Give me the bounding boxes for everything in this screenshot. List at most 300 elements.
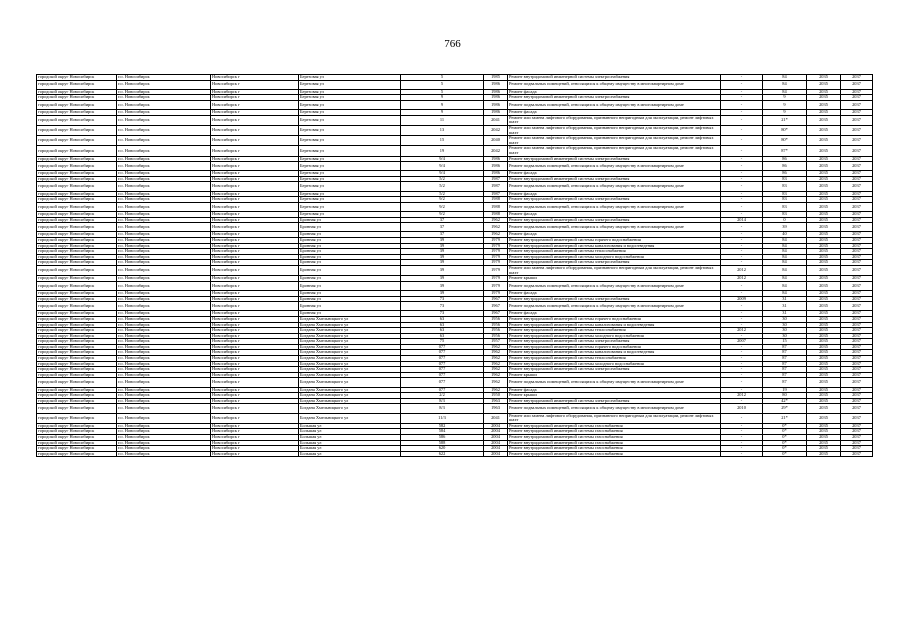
work-type-cell: Ремонт или замена лифтового оборудования, признанного непригодным для эксплуатации, ремонт лифтовых шахт	[508, 125, 721, 135]
work-type-cell: Ремонт внутридомовой инженерной системы электроснабжения	[508, 95, 721, 101]
municipality-cell: г.о. Новосибирск	[117, 404, 211, 413]
cost-cell: 87	[763, 378, 807, 387]
period-start-cell: 2035	[807, 372, 841, 378]
municipality-cell: г.о. Новосибирск	[117, 378, 211, 387]
cost-cell: 87	[763, 356, 807, 362]
period-end-cell: 2037	[841, 100, 873, 109]
municipality-cell: г.о. Новосибирск	[117, 162, 211, 171]
settlement-cell: Новосибирск г	[211, 339, 299, 345]
work-type-cell: Ремонт фасада	[508, 311, 721, 317]
municipality-cell: г.о. Новосибирск	[117, 398, 211, 404]
period-start-cell: 2035	[807, 182, 841, 191]
settlement-cell: Новосибирск г	[211, 212, 299, 218]
year-cell: 1956	[484, 322, 508, 328]
district-cell: городской округ Новосибирск	[37, 89, 117, 95]
cost-cell: 83	[763, 212, 807, 218]
year-cell: 1967	[484, 311, 508, 317]
last-repair-year-cell: -	[721, 156, 763, 162]
work-type-cell: Ремонт внутридомовой инженерной системы горячего водоснабжения	[508, 316, 721, 322]
period-start-cell: 2035	[807, 387, 841, 393]
cost-cell: 84	[763, 281, 807, 290]
work-type-cell: Ремонт внутридомовой инженерной системы горячего водоснабжения	[508, 344, 721, 350]
street-cell: Богдана Хмельницкого ул	[299, 372, 401, 378]
period-end-cell: 2037	[841, 404, 873, 413]
year-cell: 1962	[484, 232, 508, 238]
district-cell: городской округ Новосибирск	[37, 393, 117, 399]
settlement-cell: Новосибирск г	[211, 254, 299, 260]
work-type-cell: Ремонт внутридомовой инженерной системы газоснабжения	[508, 434, 721, 440]
period-end-cell: 2037	[841, 80, 873, 89]
period-end-cell: 2037	[841, 238, 873, 244]
settlement-cell: Новосибирск г	[211, 429, 299, 435]
period-start-cell: 2035	[807, 217, 841, 223]
settlement-cell: Новосибирск г	[211, 110, 299, 116]
municipality-cell: г.о. Новосибирск	[117, 333, 211, 339]
year-cell: 1979	[484, 238, 508, 244]
street-cell: Большая ул	[299, 434, 401, 440]
work-type-cell: Ремонт внутридомовой инженерной системы канализования и водоотведения	[508, 350, 721, 356]
municipality-cell: г.о. Новосибирск	[117, 265, 211, 275]
cost-cell: 86	[763, 156, 807, 162]
cost-cell: 84	[763, 265, 807, 275]
house-number-cell: 077	[401, 378, 484, 387]
house-number-cell: 39	[401, 260, 484, 266]
work-type-cell: Ремонт внутридомовой инженерной системы горячего водоснабжения	[508, 238, 721, 244]
cost-cell: 9	[763, 100, 807, 109]
house-number-cell: 37	[401, 232, 484, 238]
street-cell: Березовая ул	[299, 136, 401, 146]
table-row	[37, 202, 873, 211]
municipality-cell: г.о. Новосибирск	[117, 451, 211, 457]
last-repair-year-cell: 2007	[721, 339, 763, 345]
period-end-cell: 2037	[841, 232, 873, 238]
district-cell: городской округ Новосибирск	[37, 146, 117, 156]
last-repair-year-cell: 2009	[721, 296, 763, 302]
period-start-cell: 2035	[807, 350, 841, 356]
table-row	[37, 451, 873, 457]
house-number-cell: 620	[401, 446, 484, 452]
house-number-cell: 63	[401, 328, 484, 334]
last-repair-year-cell: -	[721, 254, 763, 260]
period-end-cell: 2037	[841, 136, 873, 146]
table-row	[37, 378, 873, 387]
district-cell: городской округ Новосибирск	[37, 265, 117, 275]
cost-cell: 0*	[763, 423, 807, 429]
street-cell: Бронная ул	[299, 217, 401, 223]
last-repair-year-cell: -	[721, 125, 763, 135]
last-repair-year-cell: -	[721, 398, 763, 404]
street-cell: Березовая ул	[299, 80, 401, 89]
table-row	[37, 404, 873, 413]
cost-cell: 83	[763, 176, 807, 182]
last-repair-year-cell: -	[721, 311, 763, 317]
municipality-cell: г.о. Новосибирск	[117, 361, 211, 367]
year-cell: 2004	[484, 429, 508, 435]
cost-cell: 0*	[763, 440, 807, 446]
year-cell: 1962	[484, 378, 508, 387]
capital-repair-table	[36, 74, 873, 457]
period-end-cell: 2037	[841, 249, 873, 255]
cost-cell: 84	[763, 80, 807, 89]
work-type-cell: Ремонт внутридомовой инженерной системы электроснабжения	[508, 398, 721, 404]
district-cell: городской округ Новосибирск	[37, 202, 117, 211]
period-end-cell: 2037	[841, 311, 873, 317]
last-repair-year-cell: -	[721, 232, 763, 238]
last-repair-year-cell: -	[721, 171, 763, 177]
period-start-cell: 2035	[807, 89, 841, 95]
cost-cell: 29*	[763, 404, 807, 413]
year-cell: 1986	[484, 89, 508, 95]
street-cell: Богдана Хмельницкого ул	[299, 413, 401, 423]
cost-cell: 42*	[763, 398, 807, 404]
street-cell: Богдана Хмельницкого ул	[299, 398, 401, 404]
year-cell: 1979	[484, 276, 508, 282]
year-cell: 2004	[484, 451, 508, 457]
district-cell: городской округ Новосибирск	[37, 232, 117, 238]
house-number-cell: 077	[401, 372, 484, 378]
last-repair-year-cell: -	[721, 290, 763, 296]
period-end-cell: 2037	[841, 393, 873, 399]
period-start-cell: 2035	[807, 302, 841, 311]
period-start-cell: 2035	[807, 232, 841, 238]
street-cell: Богдана Хмельницкого ул	[299, 344, 401, 350]
municipality-cell: г.о. Новосибирск	[117, 260, 211, 266]
district-cell: городской округ Новосибирск	[37, 372, 117, 378]
municipality-cell: г.о. Новосибирск	[117, 339, 211, 345]
cost-cell: 83	[763, 197, 807, 203]
cost-cell: 30	[763, 333, 807, 339]
period-start-cell: 2035	[807, 356, 841, 362]
district-cell: городской округ Новосибирск	[37, 311, 117, 317]
district-cell: городской округ Новосибирск	[37, 290, 117, 296]
district-cell: городской округ Новосибирск	[37, 434, 117, 440]
district-cell: городской округ Новосибирск	[37, 156, 117, 162]
year-cell: 1979	[484, 260, 508, 266]
street-cell: Березовая ул	[299, 125, 401, 135]
cost-cell: 84	[763, 243, 807, 249]
year-cell: 1962	[484, 217, 508, 223]
street-cell: Бронная ул	[299, 265, 401, 275]
district-cell: городской округ Новосибирск	[37, 344, 117, 350]
period-start-cell: 2035	[807, 80, 841, 89]
last-repair-year-cell: -	[721, 182, 763, 191]
year-cell: 1963	[484, 404, 508, 413]
cost-cell: 87	[763, 361, 807, 367]
district-cell: городской округ Новосибирск	[37, 398, 117, 404]
last-repair-year-cell: -	[721, 350, 763, 356]
cost-cell: 0*	[763, 451, 807, 457]
house-number-cell: 39	[401, 238, 484, 244]
house-number-cell: 622	[401, 451, 484, 457]
district-cell: городской округ Новосибирск	[37, 75, 117, 81]
year-cell: 1962	[484, 361, 508, 367]
work-type-cell: Ремонт внутридомовой инженерной системы канализования и водоотведения	[508, 243, 721, 249]
municipality-cell: г.о. Новосибирск	[117, 156, 211, 162]
street-cell: Березовая ул	[299, 176, 401, 182]
year-cell: 1986	[484, 95, 508, 101]
district-cell: городской округ Новосибирск	[37, 316, 117, 322]
period-start-cell: 2035	[807, 223, 841, 232]
district-cell: городской округ Новосибирск	[37, 451, 117, 457]
settlement-cell: Новосибирск г	[211, 328, 299, 334]
municipality-cell: г.о. Новосибирск	[117, 387, 211, 393]
district-cell: городской округ Новосибирск	[37, 176, 117, 182]
house-number-cell: 9/2	[401, 212, 484, 218]
cost-cell: 80*	[763, 125, 807, 135]
district-cell: городской округ Новосибирск	[37, 100, 117, 109]
house-number-cell: 9/2	[401, 197, 484, 203]
period-start-cell: 2035	[807, 423, 841, 429]
district-cell: городской округ Новосибирск	[37, 361, 117, 367]
settlement-cell: Новосибирск г	[211, 182, 299, 191]
municipality-cell: г.о. Новосибирск	[117, 171, 211, 177]
period-end-cell: 2037	[841, 171, 873, 177]
municipality-cell: г.о. Новосибирск	[117, 80, 211, 89]
district-cell: городской округ Новосибирск	[37, 339, 117, 345]
year-cell: 1986	[484, 156, 508, 162]
municipality-cell: г.о. Новосибирск	[117, 316, 211, 322]
period-start-cell: 2035	[807, 265, 841, 275]
district-cell: городской округ Новосибирск	[37, 440, 117, 446]
settlement-cell: Новосибирск г	[211, 296, 299, 302]
cost-cell: 84	[763, 260, 807, 266]
cost-cell: 30	[763, 328, 807, 334]
work-type-cell: Ремонт внутридомовой инженерной системы холодного водоснабжения	[508, 254, 721, 260]
house-number-cell: 73	[401, 296, 484, 302]
cost-cell: 31	[763, 311, 807, 317]
period-start-cell: 2035	[807, 110, 841, 116]
period-start-cell: 2035	[807, 434, 841, 440]
district-cell: городской округ Новосибирск	[37, 333, 117, 339]
house-number-cell: 5/2	[401, 191, 484, 197]
settlement-cell: Новосибирск г	[211, 440, 299, 446]
house-number-cell: 39	[401, 281, 484, 290]
work-type-cell: Ремонт внутридомовой инженерной системы электроснабжения	[508, 367, 721, 373]
settlement-cell: Новосибирск г	[211, 89, 299, 95]
period-end-cell: 2037	[841, 398, 873, 404]
year-cell: 1962	[484, 350, 508, 356]
period-end-cell: 2037	[841, 254, 873, 260]
period-end-cell: 2037	[841, 182, 873, 191]
period-start-cell: 2035	[807, 162, 841, 171]
period-end-cell: 2037	[841, 276, 873, 282]
district-cell: городской округ Новосибирск	[37, 115, 117, 125]
settlement-cell: Новосибирск г	[211, 125, 299, 135]
last-repair-year-cell: -	[721, 302, 763, 311]
table-row	[37, 136, 873, 146]
period-end-cell: 2037	[841, 367, 873, 373]
municipality-cell: г.о. Новосибирск	[117, 223, 211, 232]
period-start-cell: 2035	[807, 249, 841, 255]
house-number-cell: 37	[401, 223, 484, 232]
municipality-cell: г.о. Новосибирск	[117, 191, 211, 197]
house-number-cell: 39	[401, 254, 484, 260]
street-cell: Богдана Хмельницкого ул	[299, 393, 401, 399]
period-end-cell: 2037	[841, 302, 873, 311]
district-cell: городской округ Новосибирск	[37, 171, 117, 177]
work-type-cell: Ремонт или замена лифтового оборудования, признанного непригодным для эксплуатации, ремонт лифтовых шахт	[508, 136, 721, 146]
work-type-cell: Ремонт или замена лифтового оборудования, признанного непригодным для эксплуатации, ремонт лифтовых шахт	[508, 115, 721, 125]
period-end-cell: 2037	[841, 115, 873, 125]
period-end-cell: 2037	[841, 372, 873, 378]
municipality-cell: г.о. Новосибирск	[117, 136, 211, 146]
municipality-cell: г.о. Новосибирск	[117, 440, 211, 446]
last-repair-year-cell: -	[721, 191, 763, 197]
period-end-cell: 2037	[841, 146, 873, 156]
house-number-cell: 39	[401, 243, 484, 249]
period-end-cell: 2037	[841, 265, 873, 275]
municipality-cell: г.о. Новосибирск	[117, 75, 211, 81]
settlement-cell: Новосибирск г	[211, 404, 299, 413]
period-end-cell: 2037	[841, 361, 873, 367]
year-cell: 2042	[484, 125, 508, 135]
municipality-cell: г.о. Новосибирск	[117, 367, 211, 373]
street-cell: Бронная ул	[299, 260, 401, 266]
settlement-cell: Новосибирск г	[211, 95, 299, 101]
street-cell: Березовая ул	[299, 191, 401, 197]
municipality-cell: г.о. Новосибирск	[117, 232, 211, 238]
settlement-cell: Новосибирск г	[211, 451, 299, 457]
street-cell: Березовая ул	[299, 156, 401, 162]
work-type-cell: Ремонт фасада	[508, 191, 721, 197]
cost-cell: 31	[763, 302, 807, 311]
last-repair-year-cell: -	[721, 100, 763, 109]
period-end-cell: 2037	[841, 350, 873, 356]
street-cell: Богдана Хмельницкого ул	[299, 404, 401, 413]
period-start-cell: 2035	[807, 276, 841, 282]
work-type-cell: Ремонт внутридомовой инженерной системы электроснабжения	[508, 176, 721, 182]
municipality-cell: г.о. Новосибирск	[117, 100, 211, 109]
street-cell: Богдана Хмельницкого ул	[299, 339, 401, 345]
work-type-cell: Ремонт внутридомовой инженерной системы электроснабжения	[508, 296, 721, 302]
work-type-cell: Ремонт внутридомовой инженерной системы холодного водоснабжения	[508, 333, 721, 339]
municipality-cell: г.о. Новосибирск	[117, 296, 211, 302]
work-type-cell: Ремонт внутридомовой инженерной системы электроснабжения	[508, 197, 721, 203]
house-number-cell: 75	[401, 339, 484, 345]
district-cell: городской округ Новосибирск	[37, 446, 117, 452]
period-start-cell: 2035	[807, 176, 841, 182]
house-number-cell: 586	[401, 434, 484, 440]
work-type-cell: Ремонт внутридомовой инженерной системы холодного водоснабжения	[508, 361, 721, 367]
table-row	[37, 413, 873, 423]
last-repair-year-cell: -	[721, 378, 763, 387]
year-cell: 1986	[484, 110, 508, 116]
period-end-cell: 2037	[841, 328, 873, 334]
municipality-cell: г.о. Новосибирск	[117, 446, 211, 452]
period-start-cell: 2035	[807, 322, 841, 328]
municipality-cell: г.о. Новосибирск	[117, 276, 211, 282]
year-cell: 1988	[484, 212, 508, 218]
district-cell: городской округ Новосибирск	[37, 80, 117, 89]
period-start-cell: 2035	[807, 290, 841, 296]
year-cell: 2042	[484, 146, 508, 156]
period-start-cell: 2035	[807, 361, 841, 367]
settlement-cell: Новосибирск г	[211, 413, 299, 423]
last-repair-year-cell: -	[721, 95, 763, 101]
work-type-cell: Ремонт подвальных помещений, относящихся к общему имуществу в многоквартирном доме	[508, 223, 721, 232]
settlement-cell: Новосибирск г	[211, 197, 299, 203]
period-end-cell: 2037	[841, 75, 873, 81]
table-row	[37, 125, 873, 135]
period-end-cell: 2037	[841, 316, 873, 322]
year-cell: 2004	[484, 440, 508, 446]
last-repair-year-cell: -	[721, 80, 763, 89]
house-number-cell: 11	[401, 115, 484, 125]
house-number-cell: 39	[401, 265, 484, 275]
street-cell: Большая ул	[299, 451, 401, 457]
district-cell: городской округ Новосибирск	[37, 136, 117, 146]
district-cell: городской округ Новосибирск	[37, 302, 117, 311]
last-repair-year-cell: 2012	[721, 328, 763, 334]
house-number-cell: 63	[401, 322, 484, 328]
period-start-cell: 2035	[807, 238, 841, 244]
municipality-cell: г.о. Новосибирск	[117, 110, 211, 116]
year-cell: 1957	[484, 339, 508, 345]
house-number-cell: 582	[401, 423, 484, 429]
work-type-cell: Ремонт подвальных помещений, относящихся к общему имуществу в многоквартирном доме	[508, 302, 721, 311]
last-repair-year-cell: 2014	[721, 217, 763, 223]
settlement-cell: Новосибирск г	[211, 191, 299, 197]
work-type-cell: Ремонт крыши	[508, 372, 721, 378]
district-cell: городской округ Новосибирск	[37, 212, 117, 218]
last-repair-year-cell: -	[721, 316, 763, 322]
year-cell: 1962	[484, 223, 508, 232]
house-number-cell: 15	[401, 136, 484, 146]
municipality-cell: г.о. Новосибирск	[117, 350, 211, 356]
cost-cell: 87	[763, 367, 807, 373]
district-cell: городской округ Новосибирск	[37, 328, 117, 334]
cost-cell: 40	[763, 232, 807, 238]
work-type-cell: Ремонт внутридомовой инженерной системы электроснабжения	[508, 75, 721, 81]
settlement-cell: Новосибирск г	[211, 232, 299, 238]
year-cell: 1979	[484, 281, 508, 290]
house-number-cell: 63	[401, 316, 484, 322]
last-repair-year-cell: -	[721, 434, 763, 440]
municipality-cell: г.о. Новосибирск	[117, 212, 211, 218]
settlement-cell: Новосибирск г	[211, 393, 299, 399]
settlement-cell: Новосибирск г	[211, 434, 299, 440]
period-end-cell: 2037	[841, 212, 873, 218]
district-cell: городской округ Новосибирск	[37, 322, 117, 328]
settlement-cell: Новосибирск г	[211, 243, 299, 249]
last-repair-year-cell: -	[721, 372, 763, 378]
period-start-cell: 2035	[807, 136, 841, 146]
district-cell: городской округ Новосибирск	[37, 223, 117, 232]
house-number-cell: 5	[401, 89, 484, 95]
settlement-cell: Новосибирск г	[211, 350, 299, 356]
street-cell: Березовая ул	[299, 182, 401, 191]
period-start-cell: 2035	[807, 100, 841, 109]
house-number-cell: 077	[401, 387, 484, 393]
work-type-cell: Ремонт внутридомовой инженерной системы газоснабжения	[508, 423, 721, 429]
period-end-cell: 2037	[841, 162, 873, 171]
settlement-cell: Новосибирск г	[211, 387, 299, 393]
year-cell: 1963	[484, 398, 508, 404]
street-cell: Березовая ул	[299, 212, 401, 218]
cost-cell: 86	[763, 171, 807, 177]
cost-cell: 84	[763, 290, 807, 296]
year-cell: 2004	[484, 446, 508, 452]
street-cell: Бронная ул	[299, 238, 401, 244]
last-repair-year-cell: -	[721, 333, 763, 339]
district-cell: городской округ Новосибирск	[37, 281, 117, 290]
cost-cell: 21*	[763, 115, 807, 125]
year-cell: 1986	[484, 100, 508, 109]
municipality-cell: г.о. Новосибирск	[117, 290, 211, 296]
municipality-cell: г.о. Новосибирск	[117, 423, 211, 429]
district-cell: городской округ Новосибирск	[37, 125, 117, 135]
house-number-cell: 9/2	[401, 202, 484, 211]
